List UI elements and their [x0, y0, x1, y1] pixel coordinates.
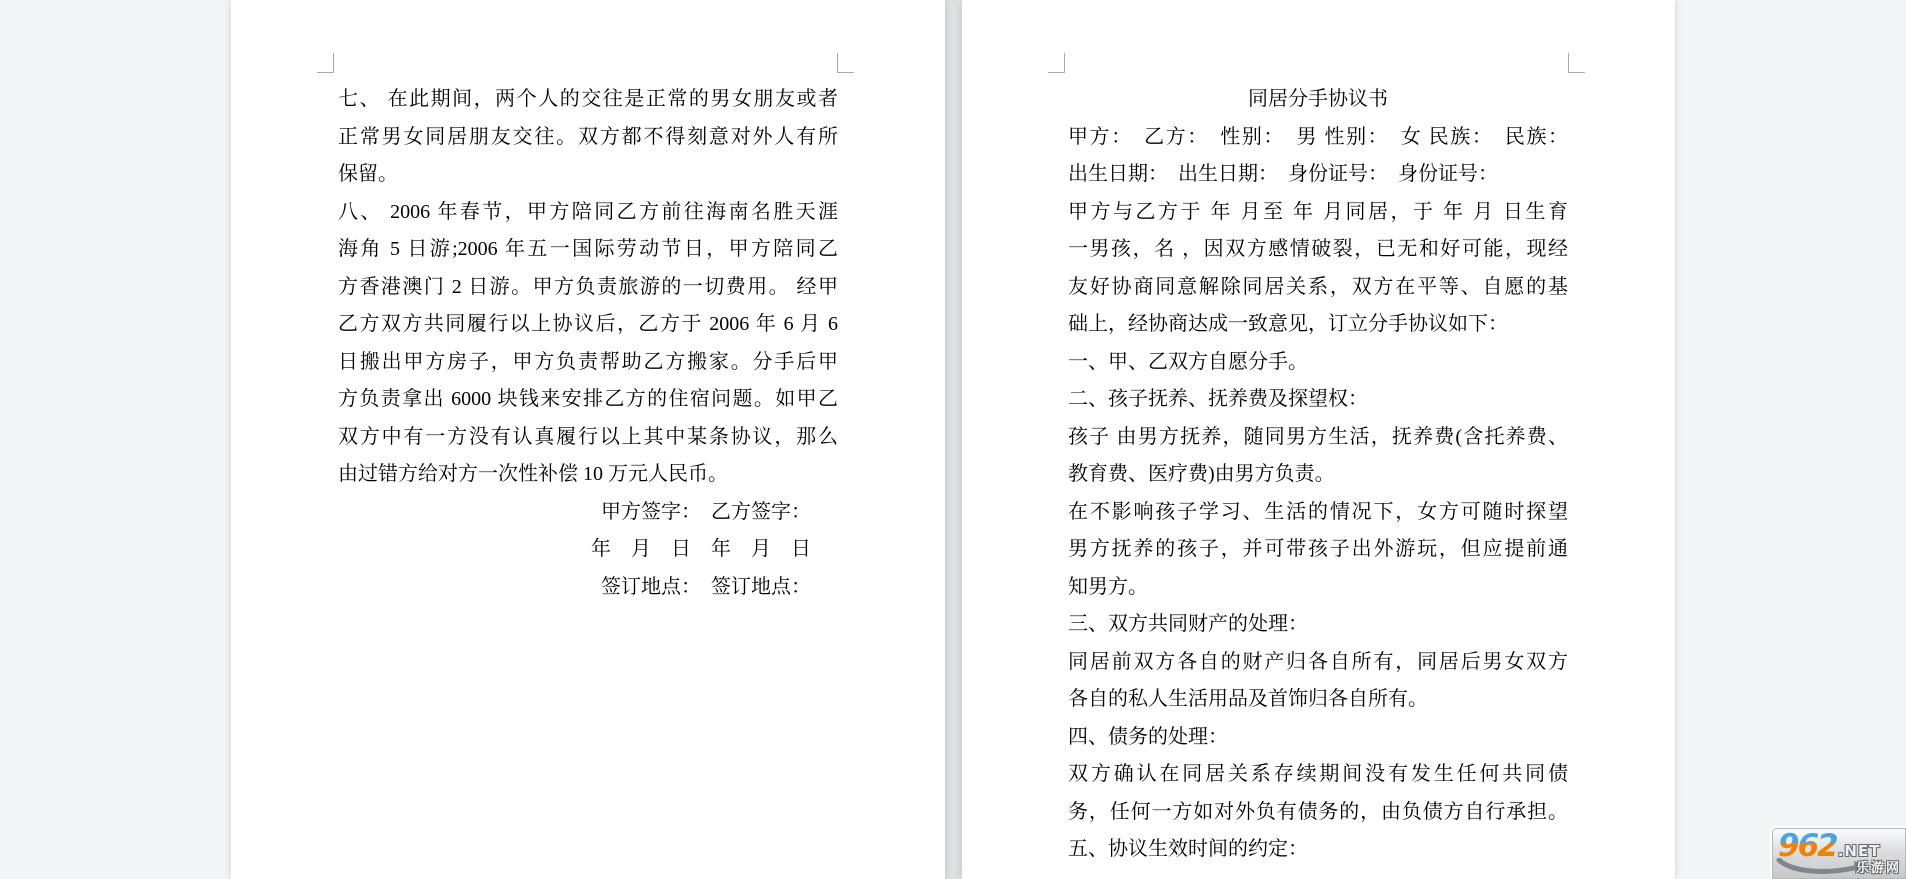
- page-1-text-column: [338, 81, 838, 606]
- document-page-1[interactable]: [231, 0, 945, 879]
- watermark-net-text: .NET: [1837, 842, 1881, 860]
- watermark-site-name: 乐游网: [1855, 861, 1901, 876]
- page-2-text-column: [1068, 81, 1568, 869]
- text-line[interactable]: 男方抚养的孩子，并可带孩子出外游玩，但应提前通: [1068, 538, 1568, 560]
- text-line[interactable]: 方香港澳门 2 日游。甲方负责旅游的一切费用。 经甲: [338, 275, 838, 298]
- watermark-logo: [1770, 826, 1906, 879]
- text-line[interactable]: 务，任何一方如对外负有债务的，由负债方自行承担。: [1068, 800, 1568, 823]
- text-line[interactable]: 四、债务的处理：: [1068, 725, 1228, 748]
- text-line[interactable]: 一、甲、乙双方自愿分手。: [1068, 350, 1308, 373]
- crop-mark-top-right-icon: [837, 53, 854, 73]
- text-line[interactable]: 方负责拿出 6000 块钱来安排乙方的住宿问题。如甲乙: [338, 388, 838, 410]
- text-line[interactable]: 由过错方给对方一次性补偿 10 万元人民币。: [338, 463, 728, 485]
- text-line[interactable]: 八、 2006 年春节，甲方陪同乙方前往海南名胜天涯: [338, 200, 838, 223]
- page-gap: [945, 0, 962, 879]
- text-line[interactable]: 甲方： 乙方： 性别： 男 性别： 女 民族： 民族：: [1068, 125, 1568, 148]
- text-line[interactable]: 友好协商同意解除同居关系，双方在平等、自愿的基: [1068, 275, 1568, 298]
- crop-mark-top-left-icon: [317, 53, 334, 73]
- text-line[interactable]: 各自的私人生活用品及首饰归各自所有。: [1068, 688, 1428, 710]
- watermark-962-text: 962: [1778, 828, 1837, 864]
- text-line[interactable]: 甲方与乙方于 年 月至 年 月同居，于 年 月 日生育: [1068, 200, 1568, 223]
- text-line[interactable]: 二、孩子抚养、抚养费及探望权：: [1068, 388, 1368, 410]
- text-line[interactable]: 础上，经协商达成一致意见，订立分手协议如下：: [1068, 313, 1508, 335]
- text-line[interactable]: 双方中有一方没有认真履行以上其中某条协议，那么: [338, 425, 838, 448]
- crop-mark-top-right-icon: [1568, 53, 1585, 73]
- text-line[interactable]: 教育费、医疗费)由男方负责。: [1068, 463, 1335, 485]
- text-line[interactable]: 正常男女同居朋友交往。双方都不得刻意对外人有所: [338, 125, 838, 148]
- text-line[interactable]: 海角 5 日游;2006 年五一国际劳动节日，甲方陪同乙: [338, 238, 838, 260]
- text-line[interactable]: 一男孩，名 ，因双方感情破裂，已无和好可能，现经: [1068, 238, 1568, 260]
- text-line[interactable]: 保留。: [338, 163, 398, 185]
- signing-place-line[interactable]: 签订地点： 签订地点：: [601, 575, 811, 598]
- text-line[interactable]: 五、协议生效时间的约定：: [1068, 838, 1308, 860]
- document-title[interactable]: 同居分手协议书: [1248, 88, 1388, 110]
- text-line[interactable]: 日搬出甲方房子，甲方负责帮助乙方搬家。分手后甲: [338, 350, 838, 373]
- text-line[interactable]: 出生日期： 出生日期： 身份证号： 身份证号：: [1068, 163, 1498, 185]
- text-line[interactable]: 乙方双方共同履行以上协议后，乙方于 2006 年 6 月 6: [338, 313, 838, 335]
- text-line[interactable]: 双方确认在同居关系存续期间没有发生任何共同债: [1068, 763, 1568, 785]
- text-line[interactable]: 在不影响孩子学习、生活的情况下，女方可随时探望: [1068, 500, 1568, 523]
- date-line[interactable]: 年 月 日 年 月 日: [591, 538, 811, 560]
- signature-line[interactable]: 甲方签字： 乙方签字：: [601, 500, 811, 523]
- text-line[interactable]: 知男方。: [1068, 575, 1148, 598]
- text-line[interactable]: 三、双方共同财产的处理：: [1068, 613, 1308, 635]
- document-page-2[interactable]: [962, 0, 1675, 879]
- text-line[interactable]: 同居前双方各自的财产归各自所有，同居后男女双方: [1068, 650, 1568, 673]
- crop-mark-top-left-icon: [1048, 53, 1065, 73]
- text-line[interactable]: 孩子 由男方抚养，随同男方生活，抚养费(含托养费、: [1068, 425, 1568, 448]
- text-line[interactable]: 七、 在此期间，两个人的交往是正常的男女朋友或者: [338, 88, 838, 110]
